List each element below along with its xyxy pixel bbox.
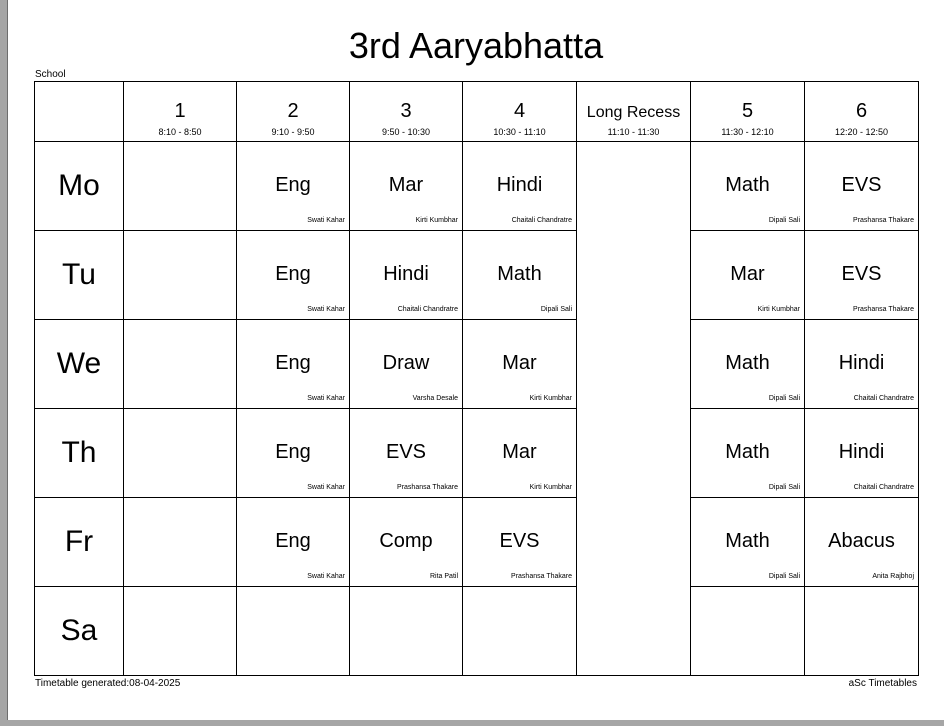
recess-header [577, 82, 691, 142]
lesson-cell[interactable] [237, 231, 350, 320]
period-header [463, 82, 577, 142]
lesson-cell[interactable] [237, 320, 350, 409]
lesson-cell[interactable] [691, 142, 805, 231]
teacher-label: Dipali Sali [540, 306, 572, 313]
subject-label: Hindi [496, 174, 543, 196]
day-label: We [56, 347, 102, 380]
teacher-label: Swati Kahar [307, 395, 345, 402]
lesson-cell[interactable] [350, 409, 463, 498]
subject-label: Eng [275, 174, 311, 196]
subject-label: EVS [385, 441, 427, 463]
timetable-title: 3rd Aaryabhatta [348, 25, 604, 66]
teacher-label: Prashansa Thakare [511, 573, 572, 580]
subject-label: Math [725, 352, 770, 374]
lesson-cell[interactable] [691, 498, 805, 587]
period-time: 12:20 - 12:50 [834, 127, 889, 137]
period-header [691, 82, 805, 142]
subject-label: Mar [502, 352, 537, 374]
teacher-label: Kirti Kumbhar [415, 217, 458, 224]
day-row [35, 409, 919, 498]
day-cell [35, 231, 124, 320]
day-label: Mo [58, 169, 100, 202]
period-time: 9:50 - 10:30 [381, 127, 431, 137]
lesson-cell[interactable] [350, 320, 463, 409]
teacher-label: Swati Kahar [307, 306, 345, 313]
period-number: 5 [741, 100, 754, 122]
lesson-cell[interactable] [237, 142, 350, 231]
period-time: 11:10 - 11:30 [607, 127, 660, 137]
subject-label: Comp [379, 530, 433, 552]
window-frame-divider [7, 0, 8, 720]
teacher-label: Rita Patil [429, 573, 458, 580]
teacher-label: Kirti Kumbhar [529, 395, 572, 402]
lesson-cell[interactable] [463, 320, 577, 409]
recess-cell [577, 142, 691, 676]
teacher-label: Prashansa Thakare [853, 306, 914, 313]
lesson-cell[interactable] [350, 231, 463, 320]
teacher-label: Prashansa Thakare [853, 217, 914, 224]
lesson-cell [124, 231, 237, 320]
period-header [124, 82, 237, 142]
lesson-cell [124, 587, 237, 676]
period-time: 9:10 - 9:50 [271, 127, 315, 137]
timetable-body [35, 82, 919, 676]
lesson-cell[interactable] [691, 231, 805, 320]
day-row [35, 231, 919, 320]
lesson-cell[interactable] [350, 498, 463, 587]
lesson-cell[interactable] [463, 231, 577, 320]
subject-label: Math [497, 263, 542, 285]
teacher-label: Swati Kahar [307, 484, 345, 491]
period-time: 8:10 - 8:50 [158, 127, 202, 137]
lesson-cell[interactable] [805, 409, 919, 498]
subject-label: Hindi [838, 441, 885, 463]
day-cell [35, 142, 124, 231]
lesson-cell [805, 587, 919, 676]
teacher-label: Chaitali Chandratre [397, 306, 458, 313]
teacher-label: Chaitali Chandratre [511, 217, 572, 224]
teacher-label: Chaitali Chandratre [853, 484, 914, 491]
lesson-cell[interactable] [805, 320, 919, 409]
subject-label: Mar [502, 441, 537, 463]
subject-label: Math [725, 530, 770, 552]
window-frame-bottom [0, 720, 944, 726]
day-label: Tu [62, 258, 96, 291]
teacher-label: Dipali Sali [768, 573, 800, 580]
day-row [35, 498, 919, 587]
teacher-label: Prashansa Thakare [397, 484, 458, 491]
period-header [237, 82, 350, 142]
generated-date: Timetable generated:08-04-2025 [35, 678, 181, 689]
teacher-label: Swati Kahar [307, 217, 345, 224]
period-time: 11:30 - 12:10 [721, 127, 774, 137]
teacher-label: Dipali Sali [768, 484, 800, 491]
day-row [35, 142, 919, 231]
subject-label: Abacus [828, 530, 895, 552]
window-frame-left [0, 0, 7, 726]
teacher-label: Kirti Kumbhar [529, 484, 572, 491]
lesson-cell[interactable] [463, 409, 577, 498]
subject-label: Math [725, 441, 770, 463]
teacher-label: Anita Rajbhoj [872, 573, 914, 580]
subject-label: EVS [499, 530, 540, 552]
subject-label: Hindi [838, 352, 885, 374]
period-time: 10:30 - 11:10 [493, 127, 546, 137]
day-cell [35, 320, 124, 409]
lesson-cell[interactable] [237, 498, 350, 587]
subject-label: Math [725, 174, 770, 196]
teacher-label: Kirti Kumbhar [757, 306, 800, 313]
period-header [805, 82, 919, 142]
teacher-label: Dipali Sali [768, 217, 800, 224]
lesson-cell [463, 587, 577, 676]
recess-name: Long Recess [586, 104, 681, 121]
lesson-cell[interactable] [691, 320, 805, 409]
lesson-cell[interactable] [805, 142, 919, 231]
lesson-cell[interactable] [691, 409, 805, 498]
period-number: 4 [513, 100, 526, 122]
teacher-label: Varsha Desale [412, 395, 458, 402]
subject-label: Draw [382, 352, 430, 374]
lesson-cell [124, 142, 237, 231]
lesson-cell [124, 409, 237, 498]
lesson-cell [350, 587, 463, 676]
day-label: Th [61, 436, 97, 469]
corner-cell [35, 82, 124, 142]
lesson-cell[interactable] [237, 409, 350, 498]
day-cell [35, 498, 124, 587]
subject-label: Mar [388, 174, 424, 196]
teacher-label: Dipali Sali [768, 395, 800, 402]
lesson-cell[interactable] [463, 498, 577, 587]
school-label: School [35, 69, 66, 80]
lesson-cell[interactable] [805, 231, 919, 320]
day-row [35, 587, 919, 676]
day-label: Fr [64, 525, 94, 558]
period-header [350, 82, 463, 142]
teacher-label: Chaitali Chandratre [853, 395, 914, 402]
subject-label: Eng [275, 441, 311, 463]
lesson-cell [237, 587, 350, 676]
subject-label: EVS [841, 174, 882, 196]
period-number: 6 [855, 100, 868, 122]
lesson-cell[interactable] [463, 142, 577, 231]
subject-label: EVS [841, 263, 882, 285]
lesson-cell[interactable] [805, 498, 919, 587]
subject-label: Eng [275, 530, 311, 552]
teacher-label: Swati Kahar [307, 573, 345, 580]
lesson-cell [124, 320, 237, 409]
day-cell [35, 587, 124, 676]
day-label: Sa [60, 614, 98, 647]
period-number: 3 [400, 100, 412, 122]
subject-label: Eng [275, 263, 311, 285]
day-row [35, 320, 919, 409]
subject-label: Eng [275, 352, 311, 374]
lesson-cell[interactable] [350, 142, 463, 231]
period-number: 1 [174, 100, 186, 122]
period-number: 2 [287, 100, 299, 122]
lesson-cell [691, 587, 805, 676]
brand-label: aSc Timetables [848, 678, 917, 689]
lesson-cell [124, 498, 237, 587]
timetable-grid [34, 81, 919, 676]
header-row [35, 82, 919, 142]
day-cell [35, 409, 124, 498]
subject-label: Hindi [383, 263, 429, 285]
subject-label: Mar [730, 263, 765, 285]
